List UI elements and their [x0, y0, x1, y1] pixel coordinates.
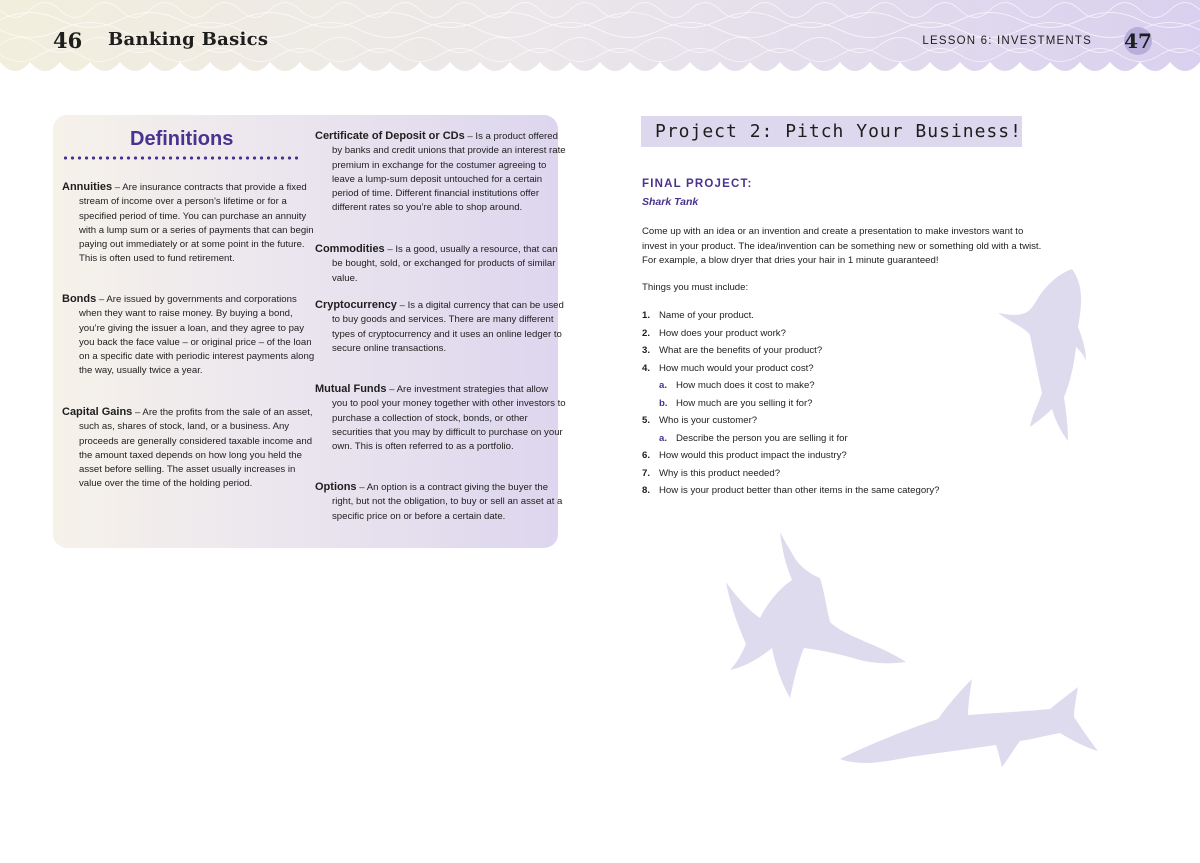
- list-text: Name of your product.: [659, 310, 754, 321]
- list-item: [642, 363, 814, 374]
- definition-text: – Is a product offered by banks and credit unions that provide an interest rate premium in exchange for the costumer agreeing to leave a lump-sum deposit untouched for a certain period of time. Different financial institutions offer different rates so you’re able to shop around.: [332, 131, 566, 214]
- definition-commodities: [315, 242, 566, 286]
- project-intro: Come up with an idea or an invention and create a presentation to make investors want to invest in your product. The idea/invention can be something new or something old with a twist. For example, a blow dryer that dries your hair in 1 minute guaranteed!: [642, 226, 1042, 266]
- definitions-title: Definitions: [130, 128, 234, 150]
- definition-mutual-funds: [315, 382, 566, 454]
- list-marker: a.: [659, 380, 668, 391]
- list-subitem: [659, 433, 848, 444]
- list-text: What are the benefits of your product?: [659, 345, 823, 356]
- definition-text: – An option is a contract giving the buyer the right, but not the obligation, to buy or sell an asset at a specific price on or before a certain date.: [332, 482, 563, 522]
- list-marker: 2.: [642, 328, 651, 339]
- definition-text: – Is a digital currency that can be used to buy goods and services. There are many different types of cryptocurrency and it uses an online ledger to secure online transactions.: [332, 300, 564, 354]
- definition-text: – Are insurance contracts that provide a fixed stream of income over a person’s lifetime or for a specified period of time. You can purchase an annuity with a lump sum or a series of payments that can begin paying out immediately or at some point in the future. This is often used to fund retirement.: [79, 182, 314, 265]
- list-text: How much are you selling it for?: [676, 398, 813, 409]
- definition-term: Certificate of Deposit or CDs: [315, 130, 465, 142]
- list-item: [642, 415, 757, 426]
- list-marker: a.: [659, 433, 668, 444]
- list-item: [642, 310, 754, 321]
- list-item: [642, 485, 940, 496]
- right-page-number: 47: [1124, 29, 1152, 53]
- project-title: Project 2: Pitch Your Business!: [655, 121, 1022, 142]
- list-marker: 5.: [642, 415, 651, 426]
- list-marker: b.: [659, 398, 668, 409]
- final-project-label: FINAL PROJECT:: [642, 178, 753, 190]
- definition-term: Commodities: [315, 243, 385, 255]
- list-marker: 4.: [642, 363, 651, 374]
- dotted-divider: [62, 154, 298, 164]
- project-subtitle: Shark Tank: [642, 196, 699, 208]
- list-marker: 6.: [642, 450, 651, 461]
- definition-term: Bonds: [62, 293, 97, 305]
- list-item: [642, 328, 786, 339]
- definition-cds: [315, 129, 566, 216]
- definition-text: – Are the profits from the sale of an asset, such as, shares of stock, land, or a business. Any proceeds are generally considered taxable income and the amount taxed depends on how long you held the asset before selling. The asset usually increases in value over the time of the holding period.: [79, 407, 313, 490]
- definition-annuities: [62, 180, 315, 267]
- list-item: [642, 450, 847, 461]
- list-marker: 7.: [642, 468, 651, 479]
- list-text: Who is your customer?: [659, 415, 758, 426]
- definition-capital-gains: [62, 405, 315, 492]
- list-text: How much does it cost to make?: [676, 380, 815, 391]
- definition-term: Annuities: [62, 181, 113, 193]
- lesson-title: LESSON 6: INVESTMENTS: [922, 35, 1092, 47]
- definition-bonds: [62, 292, 315, 379]
- book-title: Banking Basics: [108, 29, 269, 50]
- definition-cryptocurrency: [315, 298, 566, 356]
- list-text: How does your product work?: [659, 328, 786, 339]
- definition-text: – Are issued by governments and corporations when they want to raise money. By buying a bond, you’re giving the issuer a loan, and they agree to pay you back the face value – or original price – of the loan on a specific date with periodic interest payments along the way, usually twice a year.: [79, 294, 315, 377]
- list-text: Why is this product needed?: [659, 468, 781, 479]
- list-subitem: [659, 398, 813, 409]
- things-label: Things you must include:: [642, 282, 749, 293]
- list-text: Describe the person you are selling it for: [676, 433, 848, 444]
- definition-options: [315, 480, 566, 524]
- list-marker: 8.: [642, 485, 651, 496]
- list-text: How much would your product cost?: [659, 363, 814, 374]
- list-item: [642, 468, 780, 479]
- definition-text: – Are investment strategies that allow you to pool your money together with other investors to purchase a collection of stock, bonds, or other securities that you may by difficult to purchase on your own. This is often referred to as a portfolio.: [332, 384, 566, 453]
- left-page-number: 46: [53, 28, 83, 53]
- definition-term: Cryptocurrency: [315, 299, 397, 311]
- definition-term: Capital Gains: [62, 406, 133, 418]
- list-text: How would this product impact the industry?: [659, 450, 847, 461]
- list-text: How is your product better than other items in the same category?: [659, 485, 940, 496]
- list-marker: 3.: [642, 345, 651, 356]
- list-item: [642, 345, 822, 356]
- list-marker: 1.: [642, 310, 651, 321]
- list-subitem: [659, 380, 815, 391]
- definition-term: Mutual Funds: [315, 383, 387, 395]
- definition-text: – Is a good, usually a resource, that can be bought, sold, or exchanged for products of similar value.: [332, 244, 558, 284]
- definition-term: Options: [315, 481, 357, 493]
- shark-silhouette-top-icon: [990, 265, 1090, 465]
- shark-silhouette-bottom-icon: [838, 675, 1100, 780]
